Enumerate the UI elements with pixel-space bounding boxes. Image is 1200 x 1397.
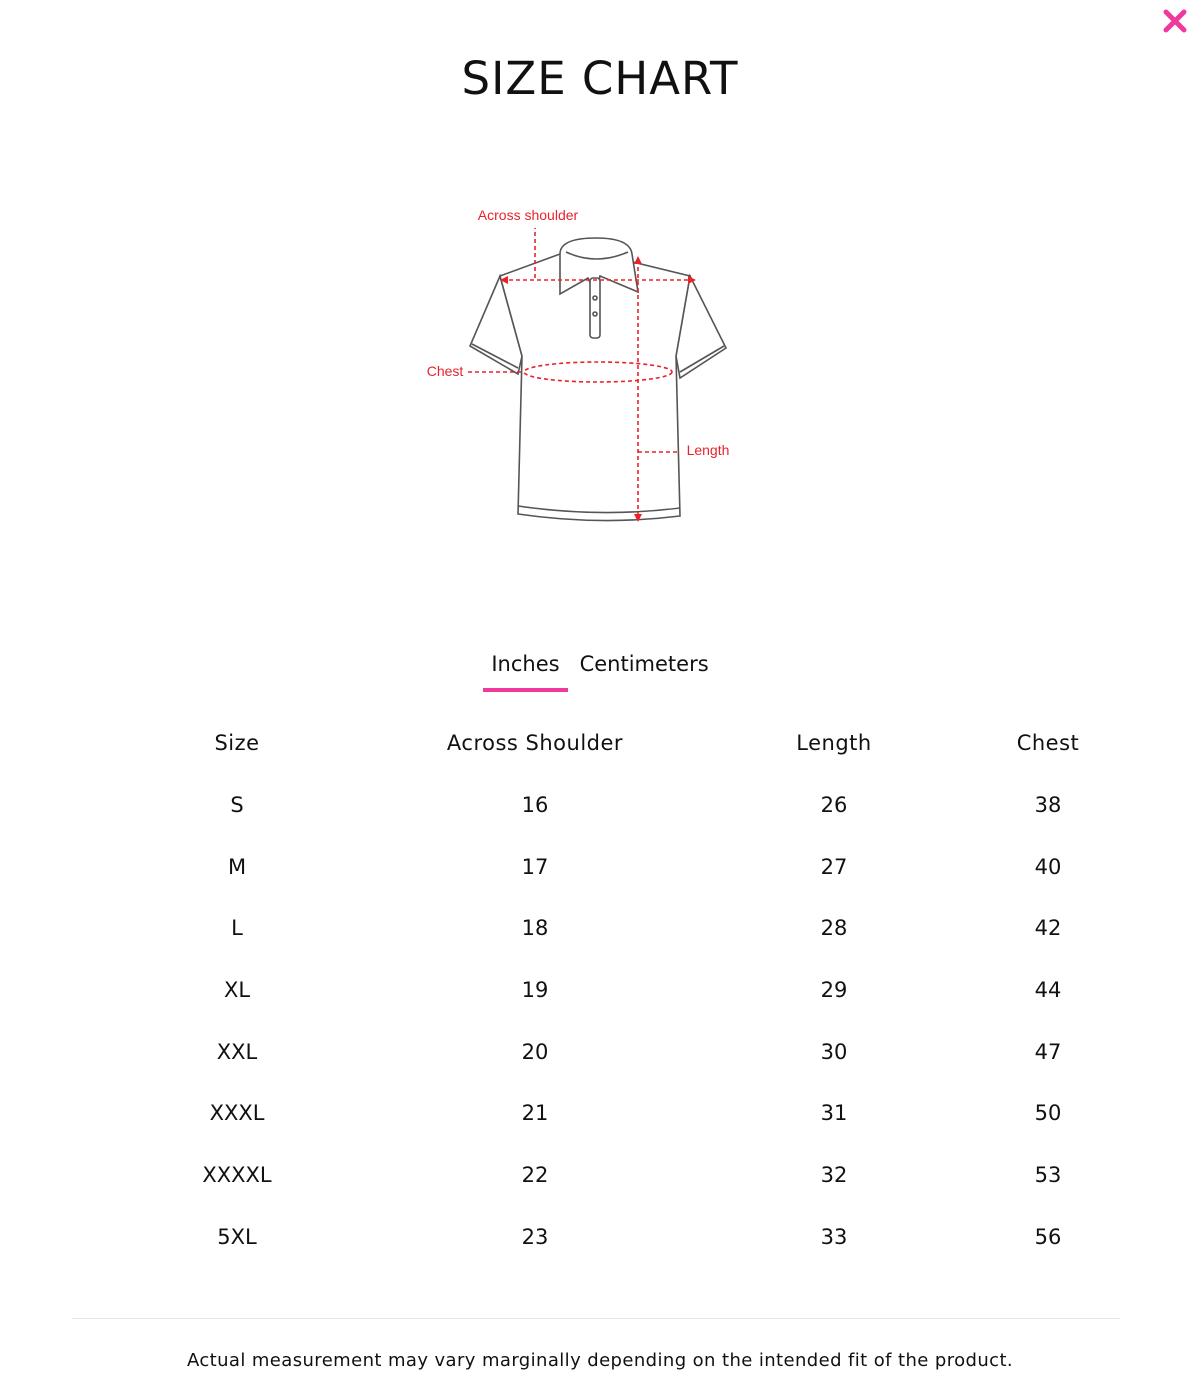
cell-length: 28: [820, 916, 848, 941]
cell-length: 27: [820, 854, 848, 879]
unit-tabs: [0, 652, 1200, 686]
cell-size: L: [231, 916, 243, 941]
page-title: SIZE CHART: [461, 52, 739, 105]
header-across-shoulder: Across Shoulder: [446, 731, 624, 755]
chest-label: Chest: [426, 363, 464, 379]
cell-chest: 38: [1034, 792, 1062, 817]
divider: [72, 1318, 1120, 1319]
cell-across-shoulder: 21: [521, 1101, 549, 1126]
cell-chest: 42: [1034, 916, 1062, 941]
table-row: [88, 1144, 1112, 1206]
table-row: [88, 959, 1112, 1021]
table-row: [88, 897, 1112, 959]
cell-across-shoulder: 20: [521, 1039, 549, 1064]
cell-length: 26: [820, 792, 848, 817]
header-chest: Chest: [1016, 731, 1080, 755]
cell-size: XXXXL: [202, 1162, 272, 1187]
table-row: [88, 774, 1112, 836]
close-button[interactable]: [1160, 6, 1190, 36]
header-size: Size: [214, 731, 260, 755]
cell-chest: 40: [1034, 854, 1062, 879]
length-label: Length: [686, 442, 730, 458]
cell-across-shoulder: 19: [521, 977, 549, 1002]
tab-inches[interactable]: Inches: [483, 652, 567, 686]
tab-centimeters[interactable]: Centimeters: [579, 652, 709, 676]
cell-length: 33: [820, 1224, 848, 1249]
cell-across-shoulder: 17: [521, 854, 549, 879]
cell-size: S: [230, 792, 244, 817]
cell-length: 32: [820, 1162, 848, 1187]
cell-length: 29: [820, 977, 848, 1002]
close-icon: [1160, 6, 1190, 36]
cell-size: XXXL: [209, 1101, 265, 1126]
cell-chest: 47: [1034, 1039, 1062, 1064]
cell-across-shoulder: 22: [521, 1162, 549, 1187]
table-row: [88, 836, 1112, 898]
cell-size: M: [227, 854, 247, 879]
cell-across-shoulder: 23: [521, 1224, 549, 1249]
cell-size: XXL: [216, 1039, 258, 1064]
cell-across-shoulder: 18: [521, 916, 549, 941]
table-row: [88, 1082, 1112, 1144]
table-header-row: [88, 712, 1112, 774]
cell-size: 5XL: [217, 1224, 257, 1249]
measurement-note: Actual measurement may vary marginally depending on the intended fit of the product.: [186, 1350, 1014, 1371]
table-row: [88, 1021, 1112, 1083]
size-table: [88, 712, 1112, 1268]
across-shoulder-label: Across shoulder: [477, 207, 579, 223]
cell-length: 31: [820, 1101, 848, 1126]
cell-chest: 56: [1034, 1224, 1062, 1249]
cell-size: XL: [223, 977, 251, 1002]
cell-chest: 50: [1034, 1101, 1062, 1126]
cell-length: 30: [820, 1039, 848, 1064]
cell-chest: 44: [1034, 977, 1062, 1002]
header-length: Length: [796, 731, 872, 755]
cell-across-shoulder: 16: [521, 792, 549, 817]
table-row: [88, 1206, 1112, 1268]
cell-chest: 53: [1034, 1162, 1062, 1187]
shirt-measurement-diagram: [410, 196, 750, 536]
